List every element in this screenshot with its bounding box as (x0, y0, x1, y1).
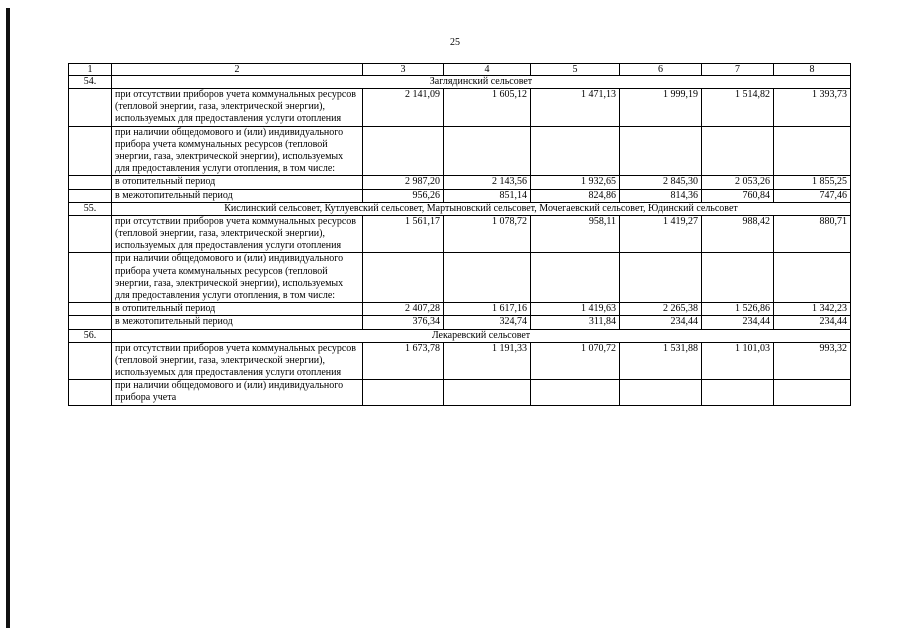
tariff-value: 1 471,13 (531, 89, 620, 127)
tariff-value: 1 419,27 (620, 215, 702, 253)
tariff-value: 1 342,23 (774, 303, 851, 316)
tariff-value: 760,84 (702, 189, 774, 202)
row-label: в отопительный период (112, 176, 363, 189)
column-number: 8 (774, 64, 851, 76)
tariff-value: 1 526,86 (702, 303, 774, 316)
tariff-value: 956,26 (363, 189, 444, 202)
tariff-value: 880,71 (774, 215, 851, 253)
tariff-value: 993,32 (774, 342, 851, 380)
section-number: 54. (69, 76, 112, 89)
column-number: 6 (620, 64, 702, 76)
table-row (69, 189, 851, 202)
tariff-value: 824,86 (531, 189, 620, 202)
tariff-value: 2 845,30 (620, 176, 702, 189)
tariff-value (774, 126, 851, 176)
tariff-value (531, 126, 620, 176)
tariff-value: 311,84 (531, 316, 620, 329)
table-row (69, 303, 851, 316)
table-row (69, 316, 851, 329)
table-row (69, 215, 851, 253)
row-number-cell (69, 303, 112, 316)
row-label: при наличии общедомового и (или) индивидуального прибора учета коммунальных ресурсов (тепловой энергии, газа, электрической энергии), используемых для предоставления услуги отопления, в том числе: (112, 253, 363, 303)
column-number: 1 (69, 64, 112, 76)
table-row (69, 176, 851, 189)
tariff-value (702, 380, 774, 405)
row-number-cell (69, 176, 112, 189)
row-number-cell (69, 189, 112, 202)
tariff-table (68, 63, 851, 406)
table-row (69, 253, 851, 303)
section-title: Заглядинский сельсовет (112, 76, 851, 89)
tariff-value (444, 380, 531, 405)
column-number: 3 (363, 64, 444, 76)
table-row (69, 126, 851, 176)
tariff-value (774, 253, 851, 303)
tariff-value: 1 191,33 (444, 342, 531, 380)
row-label: при наличии общедомового и (или) индивидуального прибора учета коммунальных ресурсов (тепловой энергии, газа, электрической энергии), используемых для предоставления услуги отопления, в том числе: (112, 126, 363, 176)
tariff-value: 747,46 (774, 189, 851, 202)
section-number: 56. (69, 329, 112, 342)
tariff-value: 1 101,03 (702, 342, 774, 380)
tariff-value (702, 126, 774, 176)
tariff-value: 2 053,26 (702, 176, 774, 189)
row-label: при отсутствии приборов учета коммунальных ресурсов (тепловой энергии, газа, электрической энергии), используемых для предоставления услуги отопления (112, 89, 363, 127)
tariff-value: 1 078,72 (444, 215, 531, 253)
tariff-value: 234,44 (702, 316, 774, 329)
tariff-value: 1 673,78 (363, 342, 444, 380)
table-row (69, 89, 851, 127)
row-number-cell (69, 89, 112, 127)
tariff-value (702, 253, 774, 303)
row-number-cell (69, 316, 112, 329)
tariff-value: 2 987,20 (363, 176, 444, 189)
tariff-value (363, 380, 444, 405)
tariff-value: 1 531,88 (620, 342, 702, 380)
tariff-value: 234,44 (774, 316, 851, 329)
row-number-cell (69, 342, 112, 380)
tariff-value: 988,42 (702, 215, 774, 253)
row-number-cell (69, 253, 112, 303)
tariff-value (363, 253, 444, 303)
row-label: в отопительный период (112, 303, 363, 316)
tariff-value (620, 126, 702, 176)
tariff-value: 1 855,25 (774, 176, 851, 189)
tariff-value: 2 265,38 (620, 303, 702, 316)
tariff-value (363, 126, 444, 176)
tariff-value: 1 561,17 (363, 215, 444, 253)
tariff-value (444, 253, 531, 303)
table-row (69, 380, 851, 405)
tariff-value (620, 253, 702, 303)
row-number-cell (69, 126, 112, 176)
tariff-value (774, 380, 851, 405)
column-number-row (69, 64, 851, 76)
tariff-value: 2 407,28 (363, 303, 444, 316)
tariff-value: 376,34 (363, 316, 444, 329)
table-row (69, 342, 851, 380)
tariff-value: 1 393,73 (774, 89, 851, 127)
row-label: при отсутствии приборов учета коммунальных ресурсов (тепловой энергии, газа, электрической энергии), используемых для предоставления услуги отопления (112, 215, 363, 253)
tariff-value (444, 126, 531, 176)
section-row (69, 76, 851, 89)
tariff-value (531, 253, 620, 303)
tariff-value: 814,36 (620, 189, 702, 202)
tariff-value: 1 605,12 (444, 89, 531, 127)
section-title: Кислинский сельсовет, Кутлуевский сельсовет, Мартыновский сельсовет, Мочегаевский сельсовет, Юдинский сельсовет (112, 202, 851, 215)
column-number: 2 (112, 64, 363, 76)
tariff-value: 234,44 (620, 316, 702, 329)
tariff-value: 1 932,65 (531, 176, 620, 189)
section-number: 55. (69, 202, 112, 215)
section-title: Лекаревский сельсовет (112, 329, 851, 342)
tariff-value (531, 380, 620, 405)
tariff-value: 1 514,82 (702, 89, 774, 127)
section-row (69, 202, 851, 215)
section-row (69, 329, 851, 342)
tariff-value: 1 617,16 (444, 303, 531, 316)
row-label: в межотопительный период (112, 189, 363, 202)
row-label: при наличии общедомового и (или) индивидуального прибора учета (112, 380, 363, 405)
row-label: при отсутствии приборов учета коммунальных ресурсов (тепловой энергии, газа, электрической энергии), используемых для предоставления услуги отопления (112, 342, 363, 380)
column-number: 5 (531, 64, 620, 76)
row-number-cell (69, 215, 112, 253)
tariff-value: 2 143,56 (444, 176, 531, 189)
tariff-value: 324,74 (444, 316, 531, 329)
tariff-value: 2 141,09 (363, 89, 444, 127)
page-edge-bar (6, 8, 10, 628)
row-label: в межотопительный период (112, 316, 363, 329)
tariff-value: 851,14 (444, 189, 531, 202)
tariff-value: 1 999,19 (620, 89, 702, 127)
tariff-value: 1 419,63 (531, 303, 620, 316)
row-number-cell (69, 380, 112, 405)
tariff-value: 1 070,72 (531, 342, 620, 380)
column-number: 7 (702, 64, 774, 76)
column-number: 4 (444, 64, 531, 76)
tariff-value (620, 380, 702, 405)
page-number: 25 (450, 37, 460, 48)
tariff-value: 958,11 (531, 215, 620, 253)
